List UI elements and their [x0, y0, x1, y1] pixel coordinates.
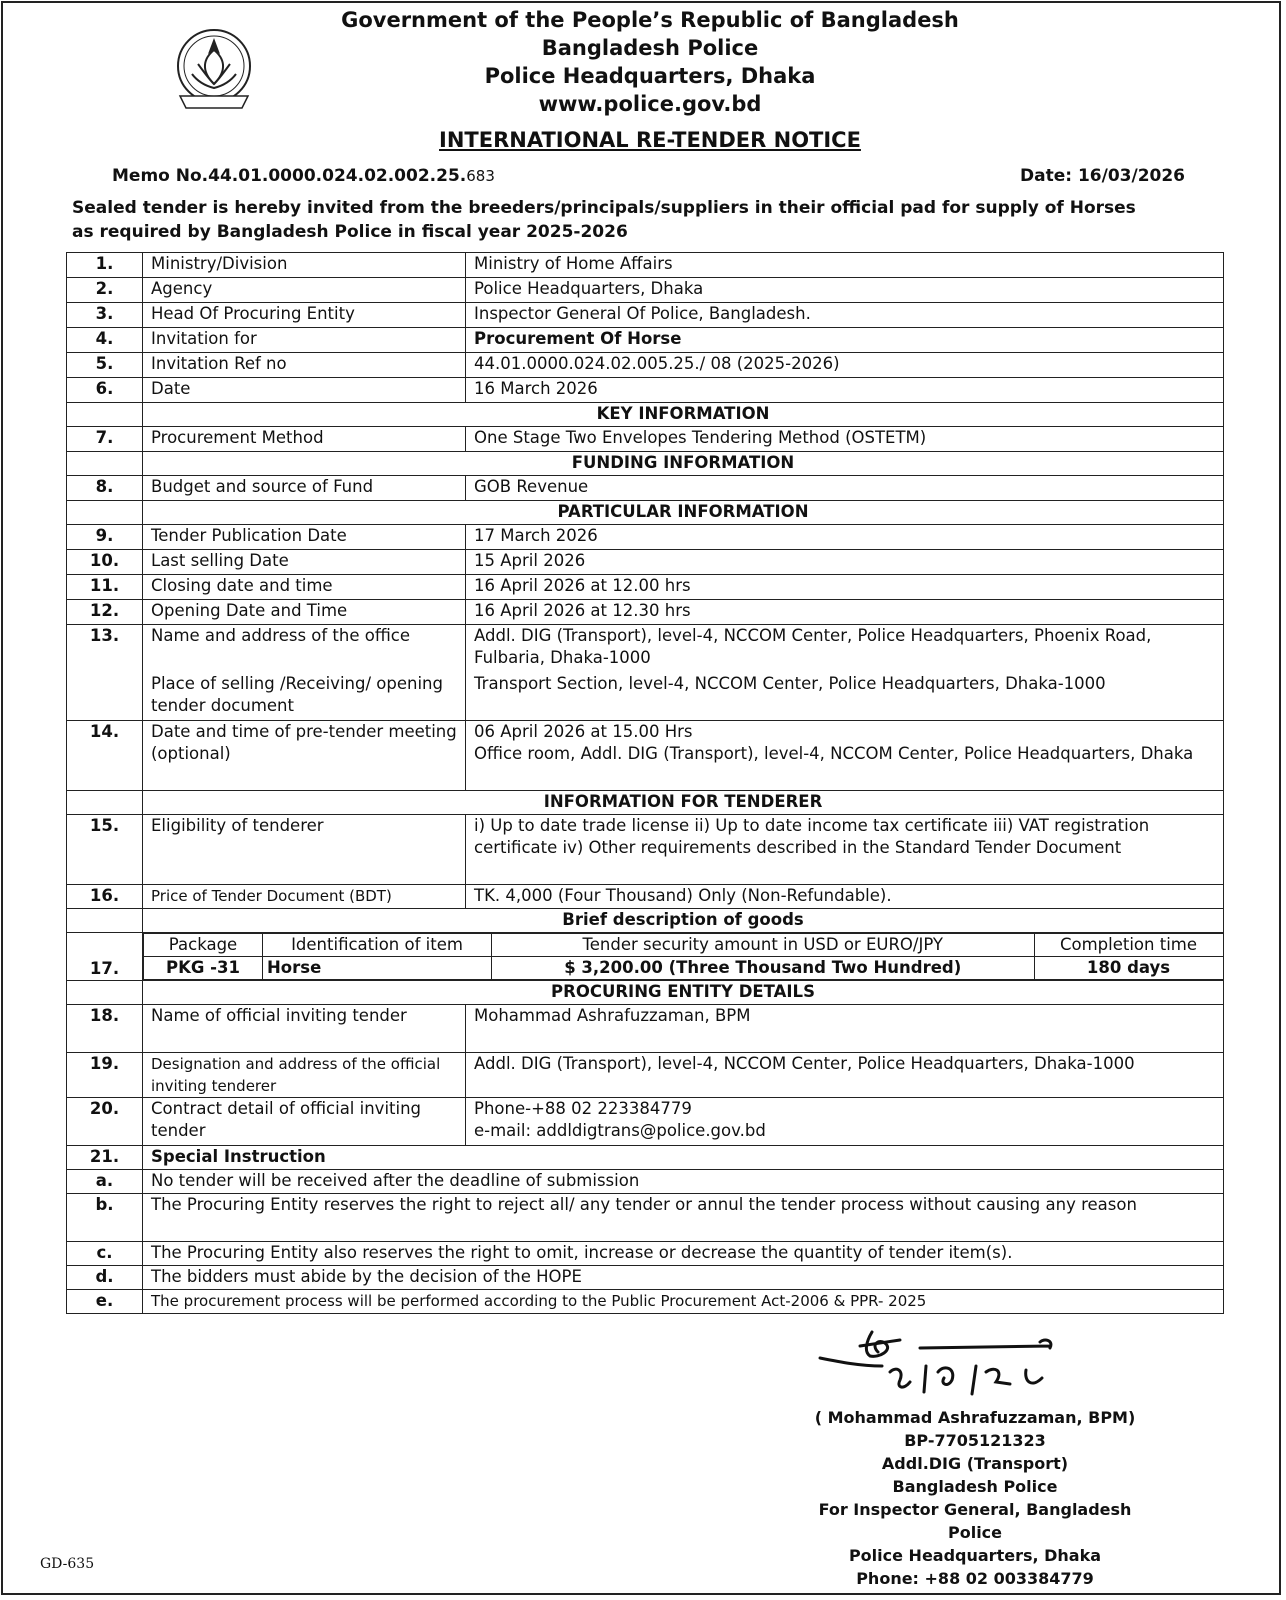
row-label: Tender Publication Date [143, 525, 466, 550]
hq-title: Police Headquarters, Dhaka [484, 64, 816, 88]
section-row [67, 452, 1224, 476]
row-number: 1. [67, 253, 143, 278]
instruction-text: The Procuring Entity reserves the right to reject all/ any tender or annul the tender process without causing any reason [143, 1194, 1224, 1242]
table-row [67, 427, 1224, 452]
goods-header: Identification of item [263, 934, 492, 957]
row-value: i) Up to date trade license ii) Up to date income tax certificate iii) VAT registration certificate iv) Other requirements described in the Standard Tender Document [466, 815, 1224, 885]
section-row [67, 909, 1224, 933]
row-number: 13. [67, 625, 143, 721]
instruction-text: The procurement process will be performed according to the Public Procurement Act-2006 & PPR- 2025 [143, 1290, 1224, 1314]
table-row [67, 1146, 1224, 1170]
table-row [67, 1053, 1224, 1098]
table-row [67, 815, 1224, 885]
row-value [466, 721, 1224, 791]
handwritten-signature [800, 1322, 1090, 1400]
signatory-for: For Inspector General, Bangladesh Police [818, 1500, 1132, 1542]
row-label: Closing date and time [143, 575, 466, 600]
intro-text-2: as required by Bangladesh Police in fiscal year 2025-2026 [72, 222, 628, 242]
row-label: Invitation Ref no [143, 353, 466, 378]
row-label: Contract detail of official inviting tender [143, 1098, 466, 1146]
tender-table [66, 252, 1224, 1314]
instruction-text: The bidders must abide by the decision of the HOPE [143, 1266, 1224, 1290]
section-heading: Brief description of goods [143, 909, 1224, 933]
row-label: Date [143, 378, 466, 403]
row-value: 16 April 2026 at 12.00 hrs [466, 575, 1224, 600]
goods-item: Horse [263, 957, 492, 980]
table-row [67, 303, 1224, 328]
govt-title: Government of the People’s Republic of Bangladesh [341, 8, 959, 32]
section-row [67, 791, 1224, 815]
intro-bold: Horses [1069, 198, 1136, 218]
table-row [67, 378, 1224, 403]
instruction-row [67, 1170, 1224, 1194]
row-number: 10. [67, 550, 143, 575]
memo-line [112, 166, 495, 186]
meeting-place: Office room, Addl. DIG (Transport), level-4, NCCOM Center, Police Headquarters, Dhaka [474, 744, 1194, 763]
row-number: a. [67, 1170, 143, 1194]
row-value: GOB Revenue [466, 476, 1224, 501]
row-label: Invitation for [143, 328, 466, 353]
table-row [67, 600, 1224, 625]
goods-cell [143, 933, 1224, 981]
row-number [67, 909, 143, 933]
row-value: Ministry of Home Affairs [466, 253, 1224, 278]
row-number: d. [67, 1266, 143, 1290]
row-number: 19. [67, 1053, 143, 1098]
row-number: 20. [67, 1098, 143, 1146]
section-heading: PROCURING ENTITY DETAILS [143, 981, 1224, 1005]
row-value: Mohammad Ashrafuzzaman, BPM [466, 1005, 1224, 1053]
row-value: Inspector General Of Police, Bangladesh. [466, 303, 1224, 328]
memo-number: 683 [466, 167, 495, 185]
row-number: 6. [67, 378, 143, 403]
table-row [67, 721, 1224, 791]
table-row [67, 328, 1224, 353]
section-row [67, 403, 1224, 427]
row-label: Last selling Date [143, 550, 466, 575]
row-number: 11. [67, 575, 143, 600]
goods-header: Completion time [1034, 934, 1223, 957]
row-label: Eligibility of tenderer [143, 815, 466, 885]
section-heading: INFORMATION FOR TENDERER [143, 791, 1224, 815]
notice-date: Date: 16/03/2026 [1020, 166, 1186, 186]
section-heading: PARTICULAR INFORMATION [143, 501, 1224, 525]
row-value: One Stage Two Envelopes Tendering Method (OSTETM) [466, 427, 1224, 452]
bangladesh-police-emblem [168, 24, 260, 116]
row-value: TK. 4,000 (Four Thousand) Only (Non-Refundable). [466, 885, 1224, 909]
contact-email: e-mail: addldigtrans@police.gov.bd [474, 1121, 766, 1140]
instruction-text: No tender will be received after the deadline of submission [143, 1170, 1224, 1194]
row-number [67, 501, 143, 525]
intro-paragraph [72, 196, 1212, 244]
row-value: 16 March 2026 [466, 378, 1224, 403]
row-number [67, 791, 143, 815]
signatory-name: ( Mohammad Ashrafuzzaman, BPM) [814, 1408, 1136, 1427]
org-title: Bangladesh Police [541, 36, 759, 60]
signatory-bp: BP-7705121323 [904, 1431, 1046, 1450]
row-label: Opening Date and Time [143, 600, 466, 625]
table-row [67, 278, 1224, 303]
row-label: Head Of Procuring Entity [143, 303, 466, 328]
section-row [67, 981, 1224, 1005]
table-row [67, 933, 1224, 981]
row-number: 21. [67, 1146, 143, 1170]
row-number: e. [67, 1290, 143, 1314]
section-row [67, 501, 1224, 525]
row-number: b. [67, 1194, 143, 1242]
row-label: Price of Tender Document (BDT) [143, 885, 466, 909]
row-value: Addl. DIG (Transport), level-4, NCCOM Center, Police Headquarters, Dhaka-1000 [466, 1053, 1224, 1098]
table-row [67, 885, 1224, 909]
goods-header: Package [144, 934, 263, 957]
goods-completion: 180 days [1034, 957, 1223, 980]
goods-header: Tender security amount in USD or EURO/JPY [492, 934, 1035, 957]
table-row [67, 1098, 1224, 1146]
row-value: 16 April 2026 at 12.30 hrs [466, 600, 1224, 625]
row-number: 4. [67, 328, 143, 353]
row-label: Name and address of the office [143, 625, 466, 673]
table-row [67, 525, 1224, 550]
website: www.police.gov.bd [538, 92, 762, 116]
row-label: Ministry/Division [143, 253, 466, 278]
table-row [67, 253, 1224, 278]
row-number: 3. [67, 303, 143, 328]
signatory-phone: Phone: +88 02 003384779 [856, 1569, 1094, 1588]
section-heading: KEY INFORMATION [143, 403, 1224, 427]
meeting-datetime: 06 April 2026 at 15.00 Hrs [474, 722, 693, 741]
instruction-row [67, 1290, 1224, 1314]
table-row [67, 673, 1224, 721]
instruction-row [67, 1266, 1224, 1290]
row-number: 5. [67, 353, 143, 378]
row-label: Place of selling /Receiving/ opening tender document [143, 673, 466, 721]
row-label: Designation and address of the official inviting tenderer [143, 1053, 466, 1098]
goods-package: PKG -31 [144, 957, 263, 980]
row-number [67, 403, 143, 427]
row-number: 18. [67, 1005, 143, 1053]
table-row [67, 625, 1224, 673]
row-number: 15. [67, 815, 143, 885]
row-number: 14. [67, 721, 143, 791]
row-number [67, 981, 143, 1005]
row-number: 9. [67, 525, 143, 550]
memo-label: Memo No.44.01.0000.024.02.002.25. [112, 166, 467, 186]
instruction-row [67, 1242, 1224, 1266]
signatory-designation: Addl.DIG (Transport) [881, 1454, 1069, 1473]
row-value: 44.01.0000.024.02.005.25./ 08 (2025-2026) [466, 353, 1224, 378]
row-number: 17. [67, 933, 143, 981]
row-label: Date and time of pre-tender meeting (optional) [143, 721, 466, 791]
row-label: Procurement Method [143, 427, 466, 452]
signatory-org: Bangladesh Police [892, 1477, 1058, 1496]
row-number: 7. [67, 427, 143, 452]
instruction-text: The Procuring Entity also reserves the right to omit, increase or decrease the quantity of tender item(s). [143, 1242, 1224, 1266]
table-row [67, 476, 1224, 501]
row-value: Police Headquarters, Dhaka [466, 278, 1224, 303]
row-value: 15 April 2026 [466, 550, 1224, 575]
goods-table [143, 933, 1224, 980]
row-number: 12. [67, 600, 143, 625]
row-label: Special Instruction [143, 1146, 1224, 1170]
table-row [67, 1005, 1224, 1053]
contact-phone: Phone-+88 02 223384779 [474, 1099, 692, 1118]
signatory-hq: Police Headquarters, Dhaka [848, 1546, 1102, 1565]
row-label: Name of official inviting tender [143, 1005, 466, 1053]
table-row [67, 575, 1224, 600]
goods-security: $ 3,200.00 (Three Thousand Two Hundred) [492, 957, 1035, 980]
table-row [67, 353, 1224, 378]
row-label: Budget and source of Fund [143, 476, 466, 501]
row-value [466, 1098, 1224, 1146]
notice-title: INTERNATIONAL RE-TENDER NOTICE [439, 128, 861, 152]
instruction-row [67, 1194, 1224, 1242]
footer-code: GD-635 [40, 1556, 95, 1572]
row-number: 16. [67, 885, 143, 909]
row-number: c. [67, 1242, 143, 1266]
row-value: Addl. DIG (Transport), level-4, NCCOM Center, Police Headquarters, Phoenix Road, Fulbaria, Dhaka-1000 [466, 625, 1224, 673]
signature-block [790, 1406, 1160, 1590]
row-number: 8. [67, 476, 143, 501]
row-value: Procurement Of Horse [466, 328, 1224, 353]
row-label: Agency [143, 278, 466, 303]
row-value: Transport Section, level-4, NCCOM Center, Police Headquarters, Dhaka-1000 [466, 673, 1224, 721]
table-row [67, 550, 1224, 575]
row-number: 2. [67, 278, 143, 303]
section-heading: FUNDING INFORMATION [143, 452, 1224, 476]
row-number [67, 452, 143, 476]
row-value: 17 March 2026 [466, 525, 1224, 550]
intro-text: Sealed tender is hereby invited from the breeders/principals/suppliers in their official pad for supply of [72, 198, 1070, 218]
